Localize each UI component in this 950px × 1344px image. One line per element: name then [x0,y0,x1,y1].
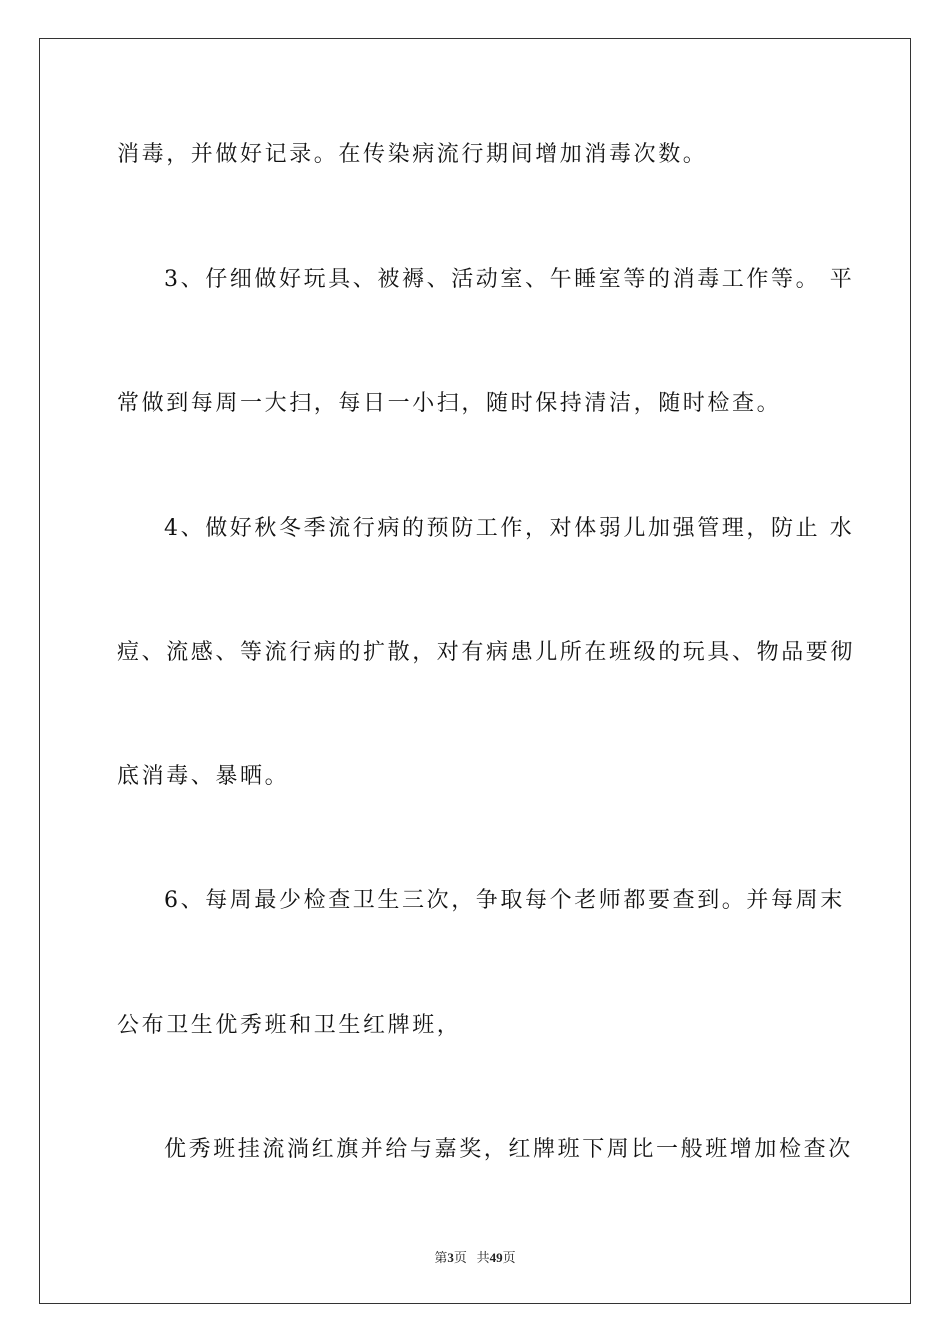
body-line-6: 底消毒、暴晒。 [117,764,290,789]
page-suffix: 页 [453,1250,467,1265]
page-frame [39,38,911,1304]
page-footer [0,1247,950,1266]
total-label: 共 [476,1250,490,1265]
body-line-4: 4、做好秋冬季流行病的预防工作，对体弱儿加强管理，防止 水 [164,516,855,541]
body-line-1: 消毒，并做好记录。在传染病流行期间增加消毒次数。 [117,142,708,167]
body-line-9: 优秀班挂流淌红旗并给与嘉奖，红牌班下周比一般班增加检查次 [164,1137,853,1162]
body-line-5: 痘、流感、等流行病的扩散，对有病患儿所在班级的玩具、物品要彻 [117,640,856,665]
body-line-8: 公布卫生优秀班和卫生红牌班， [117,1013,462,1038]
total-pages: 49 [489,1250,503,1265]
page-number: 3 [447,1250,454,1265]
body-line-7: 6、每周最少检查卫生三次，争取每个老师都要查到。并每周末 [164,888,845,913]
total-suffix: 页 [502,1250,516,1265]
page-label: 第 [434,1250,448,1265]
body-line-2: 3、仔细做好玩具、被褥、活动室、午睡室等的消毒工作等。 平 [164,267,855,292]
body-line-3: 常做到每周一大扫，每日一小扫，随时保持清洁，随时检查。 [117,391,782,416]
